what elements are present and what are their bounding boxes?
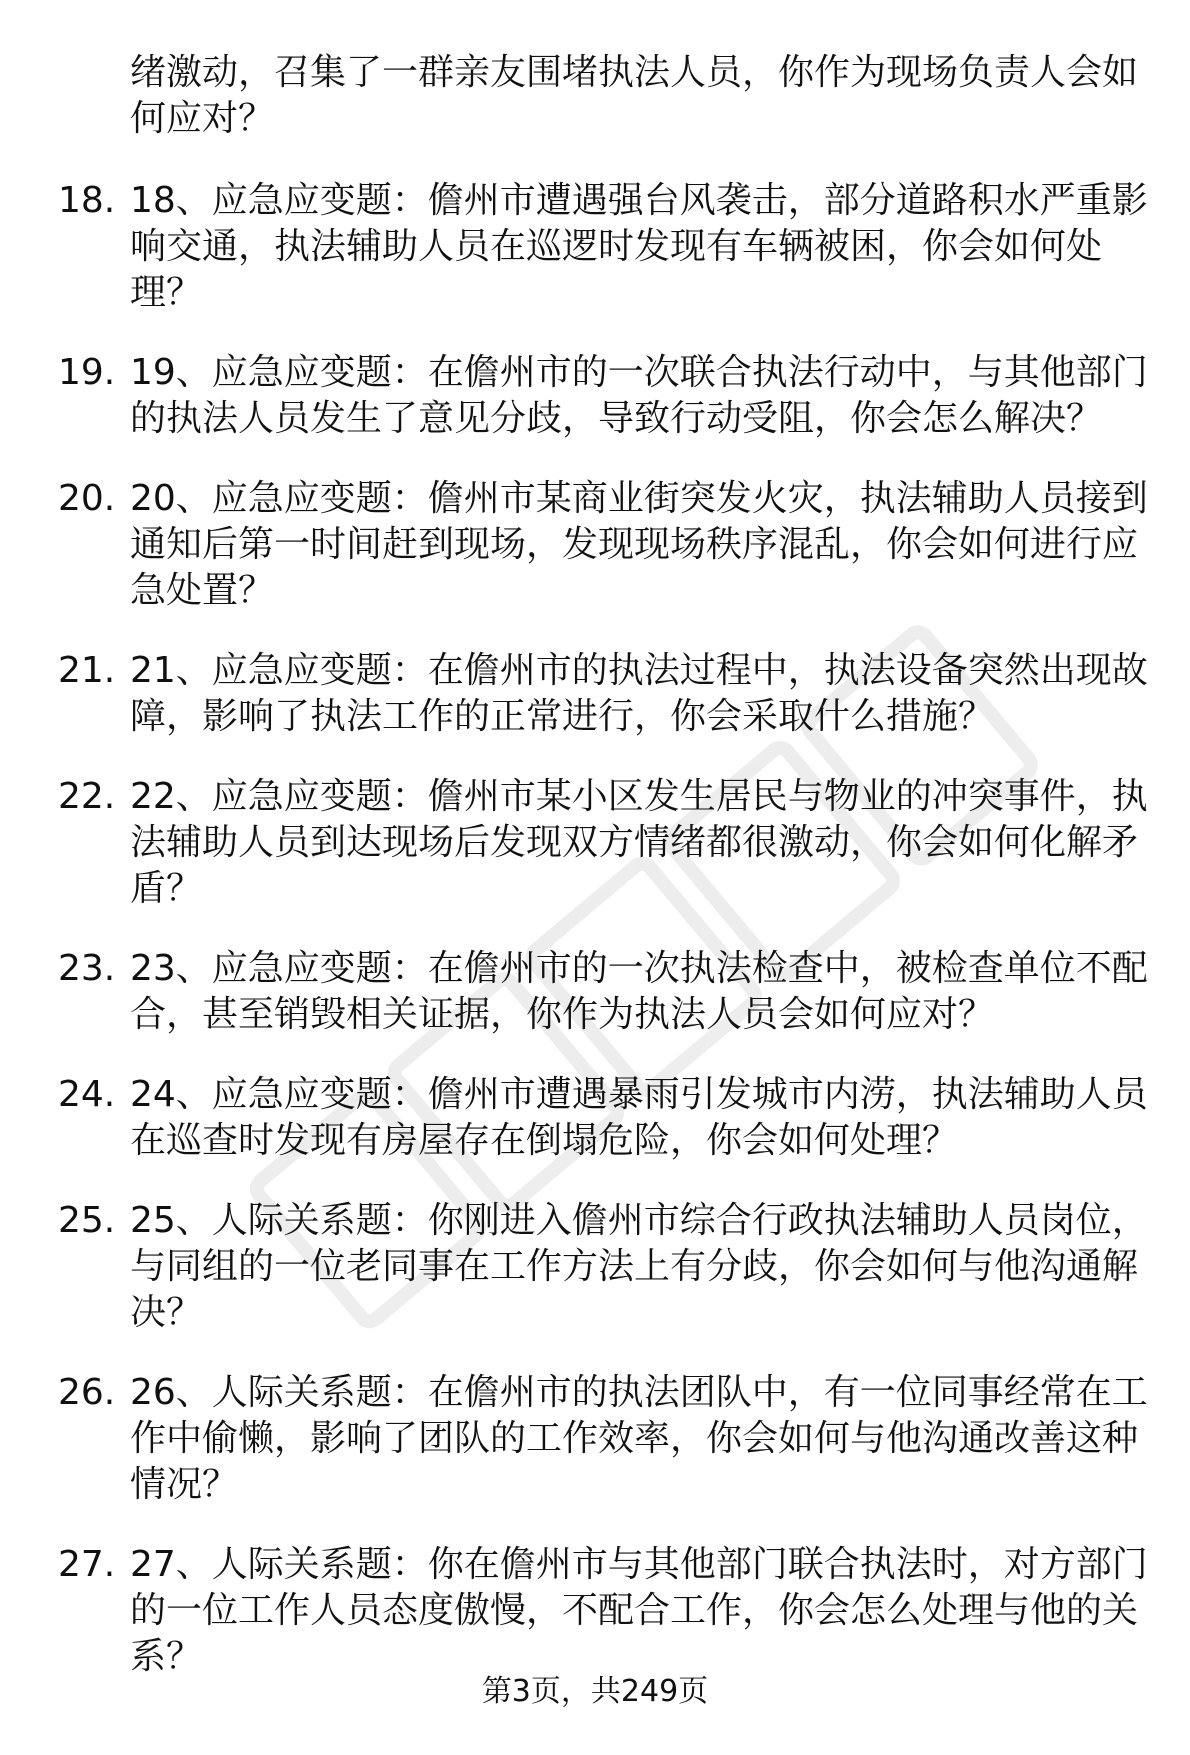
question-number: 26. xyxy=(58,1372,116,1413)
question-text: 25、人际关系题：你刚进入儋州市综合行政执法辅助人员岗位，与同组的一位老同事在工作方法上有分歧，你会如何与他沟通解决？ xyxy=(130,1200,1148,1333)
question-text: 18、应急应变题：儋州市遭遇强台风袭击，部分道路积水严重影响交通，执法辅助人员在巡逻时发现有车辆被困，你会如何处理？ xyxy=(130,180,1148,313)
question-text: 21、应急应变题：在儋州市的执法过程中，执法设备突然出现故障，影响了执法工作的正常进行，你会采取什么措施？ xyxy=(130,650,1148,737)
list-item xyxy=(0,1370,1190,1508)
list-item xyxy=(0,648,1190,740)
question-number: 25. xyxy=(58,1200,116,1241)
list-item xyxy=(0,1198,1190,1336)
question-number: 19. xyxy=(58,352,116,393)
question-number: 20. xyxy=(58,478,116,519)
list-item xyxy=(0,476,1190,614)
question-list xyxy=(0,178,1190,1714)
question-number: 21. xyxy=(58,650,116,691)
question-text: 27、人际关系题：你在儋州市与其他部门联合执法时，对方部门的一位工作人员态度傲慢，不配合工作，你会怎么处理与他的关系？ xyxy=(130,1544,1148,1677)
list-item xyxy=(0,178,1190,316)
question-text: 24、应急应变题：儋州市遭遇暴雨引发城市内涝，执法辅助人员在巡查时发现有房屋存在倒塌危险，你会如何处理？ xyxy=(130,1074,1148,1161)
question-number: 24. xyxy=(58,1074,116,1115)
list-item xyxy=(0,1542,1190,1680)
list-item xyxy=(0,946,1190,1038)
list-item xyxy=(0,1072,1190,1164)
question-number: 18. xyxy=(58,180,116,221)
question-text: 20、应急应变题：儋州市某商业街突发火灾，执法辅助人员接到通知后第一时间赶到现场，发现现场秩序混乱，你会如何进行应急处置？ xyxy=(130,478,1148,611)
list-item xyxy=(0,350,1190,442)
question-text: 23、应急应变题：在儋州市的一次执法检查中，被检查单位不配合，甚至销毁相关证据，你作为执法人员会如何应对？ xyxy=(130,948,1148,1035)
list-item xyxy=(0,774,1190,912)
page-footer: 第3页，共249页 xyxy=(481,1674,709,1709)
question-number: 23. xyxy=(58,948,116,989)
question-number: 27. xyxy=(58,1544,116,1585)
question-text: 19、应急应变题：在儋州市的一次联合执法行动中，与其他部门的执法人员发生了意见分歧，导致行动受阻，你会怎么解决？ xyxy=(130,352,1148,439)
continuation-paragraph: 绪激动，召集了一群亲友围堵执法人员，你作为现场负责人会如何应对？ xyxy=(130,52,1139,139)
question-number: 22. xyxy=(58,776,116,817)
question-text: 26、人际关系题：在儋州市的执法团队中，有一位同事经常在工作中偷懒，影响了团队的工作效率，你会如何与他沟通改善这种情况？ xyxy=(130,1372,1148,1505)
question-text: 22、应急应变题：儋州市某小区发生居民与物业的冲突事件，执法辅助人员到达现场后发现双方情绪都很激动，你会如何化解矛盾？ xyxy=(130,776,1148,909)
